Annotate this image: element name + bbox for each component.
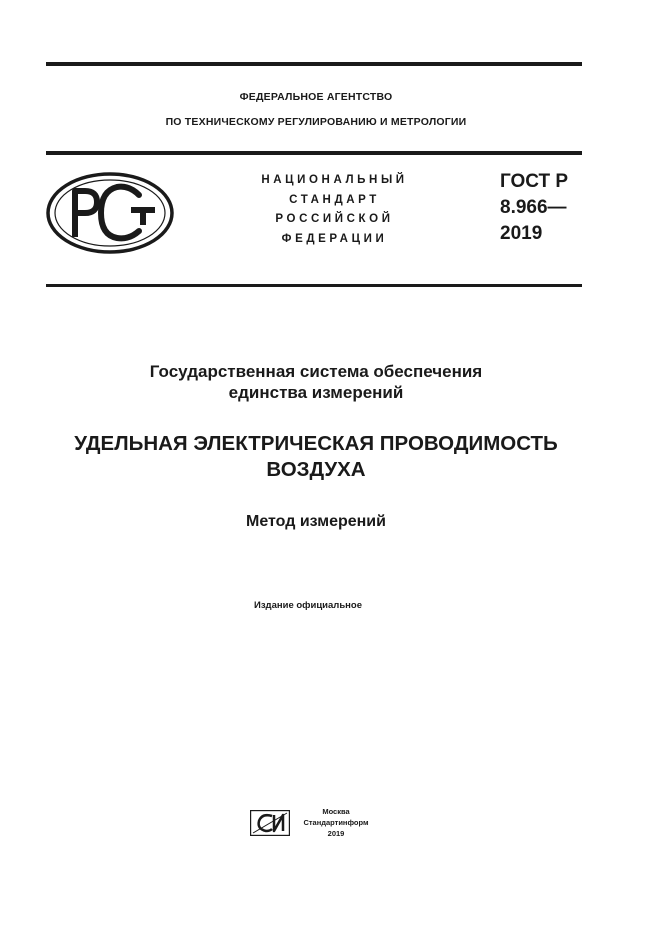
agency-line-2: ПО ТЕХНИЧЕСКОМУ РЕГУЛИРОВАНИЮ И МЕТРОЛОГИИ xyxy=(165,116,467,128)
standard-type-line-4: ФЕДЕРАЦИИ xyxy=(281,232,388,245)
standartinform-logo-icon xyxy=(250,810,290,836)
edition-label: Издание официальное xyxy=(254,600,362,611)
rst-logo-icon xyxy=(45,171,175,255)
publisher-year: 2019 xyxy=(327,829,345,838)
method-title: Метод измерений xyxy=(246,513,386,530)
standard-code-line-2: 8.966— xyxy=(500,197,567,218)
standard-type xyxy=(232,171,437,249)
logo-rule xyxy=(46,284,582,287)
main-title-line-1: УДЕЛЬНАЯ ЭЛЕКТРИЧЕСКАЯ ПРОВОДИМОСТЬ xyxy=(74,432,558,455)
main-title-line-2: ВОЗДУХА xyxy=(266,458,366,481)
standard-code-line-1: ГОСТ Р xyxy=(500,171,569,192)
system-title xyxy=(0,361,632,403)
standard-code xyxy=(500,169,568,247)
main-title xyxy=(0,431,632,483)
header-rule xyxy=(46,151,582,155)
system-title-line-1: Государственная система обеспечения xyxy=(149,362,483,381)
publisher-info xyxy=(295,806,377,839)
standard-type-line-3: РОССИЙСКОЙ xyxy=(275,213,394,225)
publisher-name: Стандартинформ xyxy=(303,818,369,827)
top-rule xyxy=(46,62,582,66)
standard-type-line-2: СТАНДАРТ xyxy=(289,193,380,206)
publisher-city: Москва xyxy=(322,807,350,816)
system-title-line-2: единства измерений xyxy=(228,383,404,402)
standard-code-line-3: 2019 xyxy=(500,223,543,244)
standard-type-line-1: НАЦИОНАЛЬНЫЙ xyxy=(261,174,408,186)
agency-line-1: ФЕДЕРАЛЬНОЕ АГЕНТСТВО xyxy=(239,91,393,103)
